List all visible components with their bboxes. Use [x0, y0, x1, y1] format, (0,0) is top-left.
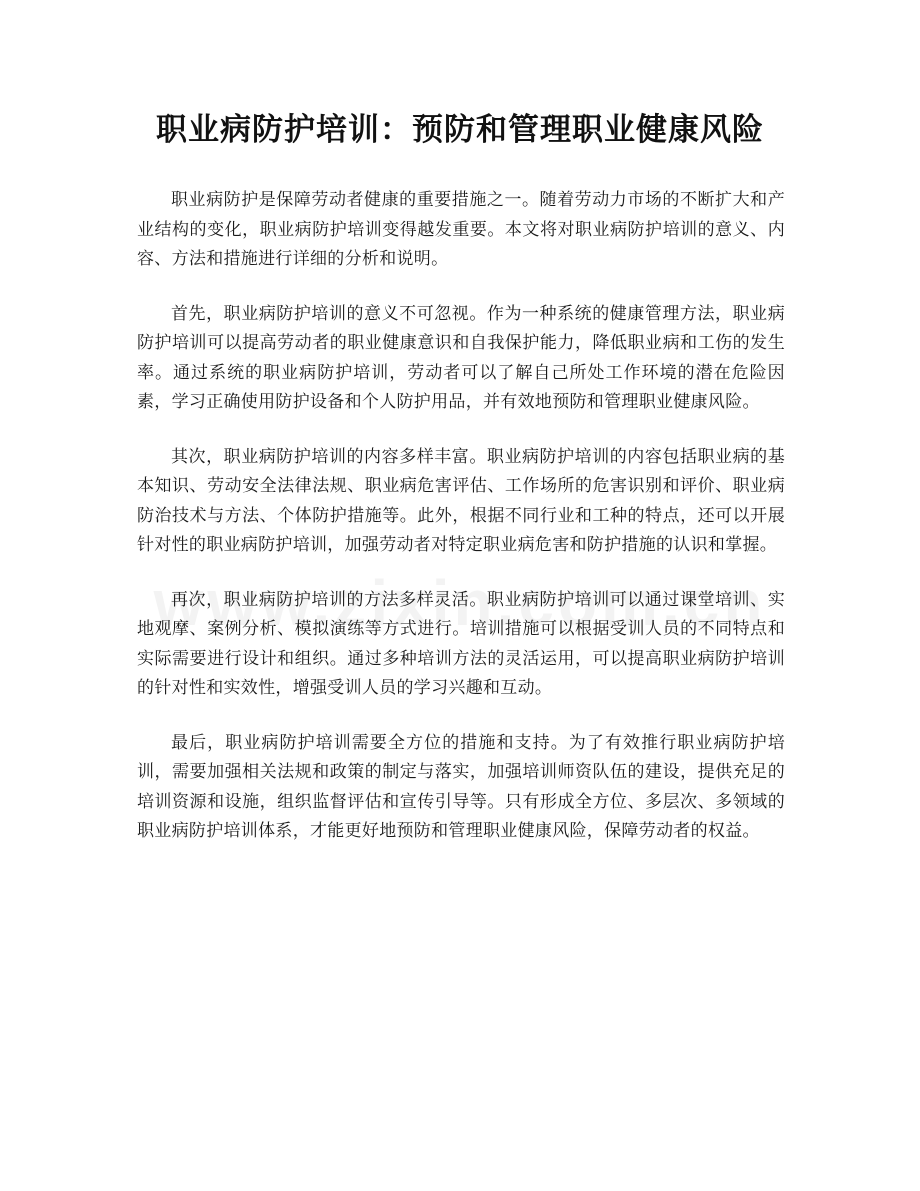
paragraph-measures: 最后，职业病防护培训需要全方位的措施和支持。为了有效推行职业病防护培训，需要加强相关法规和政策的制定与落实，加强培训师资队伍的建设，提供充足的培训资源和设施，组织监督评估和宣传引导等。只有形成全方位、多层次、多领域的职业病防护培训体系，才能更好地预防和管理职业健康风险，保障劳动者的权益。 [137, 732, 785, 841]
paragraph-significance: 首先，职业病防护培训的意义不可忽视。作为一种系统的健康管理方法，职业病防护培训可以提高劳动者的职业健康意识和自我保护能力，降低职业病和工伤的发生率。通过系统的职业病防护培训，劳动者可以了解自己所处工作环境的潜在危险因素，学习正确使用防护设备和个人防护用品，并有效地预防和管理职业健康风险。 [137, 303, 785, 412]
paragraph-intro: 职业病防护是保障劳动者健康的重要措施之一。随着劳动力市场的不断扩大和产业结构的变化，职业病防护培训变得越发重要。本文将对职业病防护培训的意义、内容、方法和措施进行详细的分析和说明。 [137, 190, 785, 269]
document-body [137, 186, 785, 872]
document-title: 职业病防护培训：预防和管理职业健康风险 [156, 112, 764, 148]
paragraph-methods: 再次，职业病防护培训的方法多样灵活。职业病防护培训可以通过课堂培训、实地观摩、案例分析、模拟演练等方式进行。培训措施可以根据受训人员的不同特点和实际需要进行设计和组织。通过多种培训方法的灵活运用，可以提高职业病防护培训的针对性和实效性，增强受训人员的学习兴趣和互动。 [137, 589, 785, 698]
paragraph-content: 其次，职业病防护培训的内容多样丰富。职业病防护培训的内容包括职业病的基本知识、劳动安全法律法规、职业病危害评估、工作场所的危害识别和评价、职业病防治技术与方法、个体防护措施等。此外，根据不同行业和工种的特点，还可以开展针对性的职业病防护培训，加强劳动者对特定职业病危害和防护措施的认识和掌握。 [137, 446, 785, 555]
